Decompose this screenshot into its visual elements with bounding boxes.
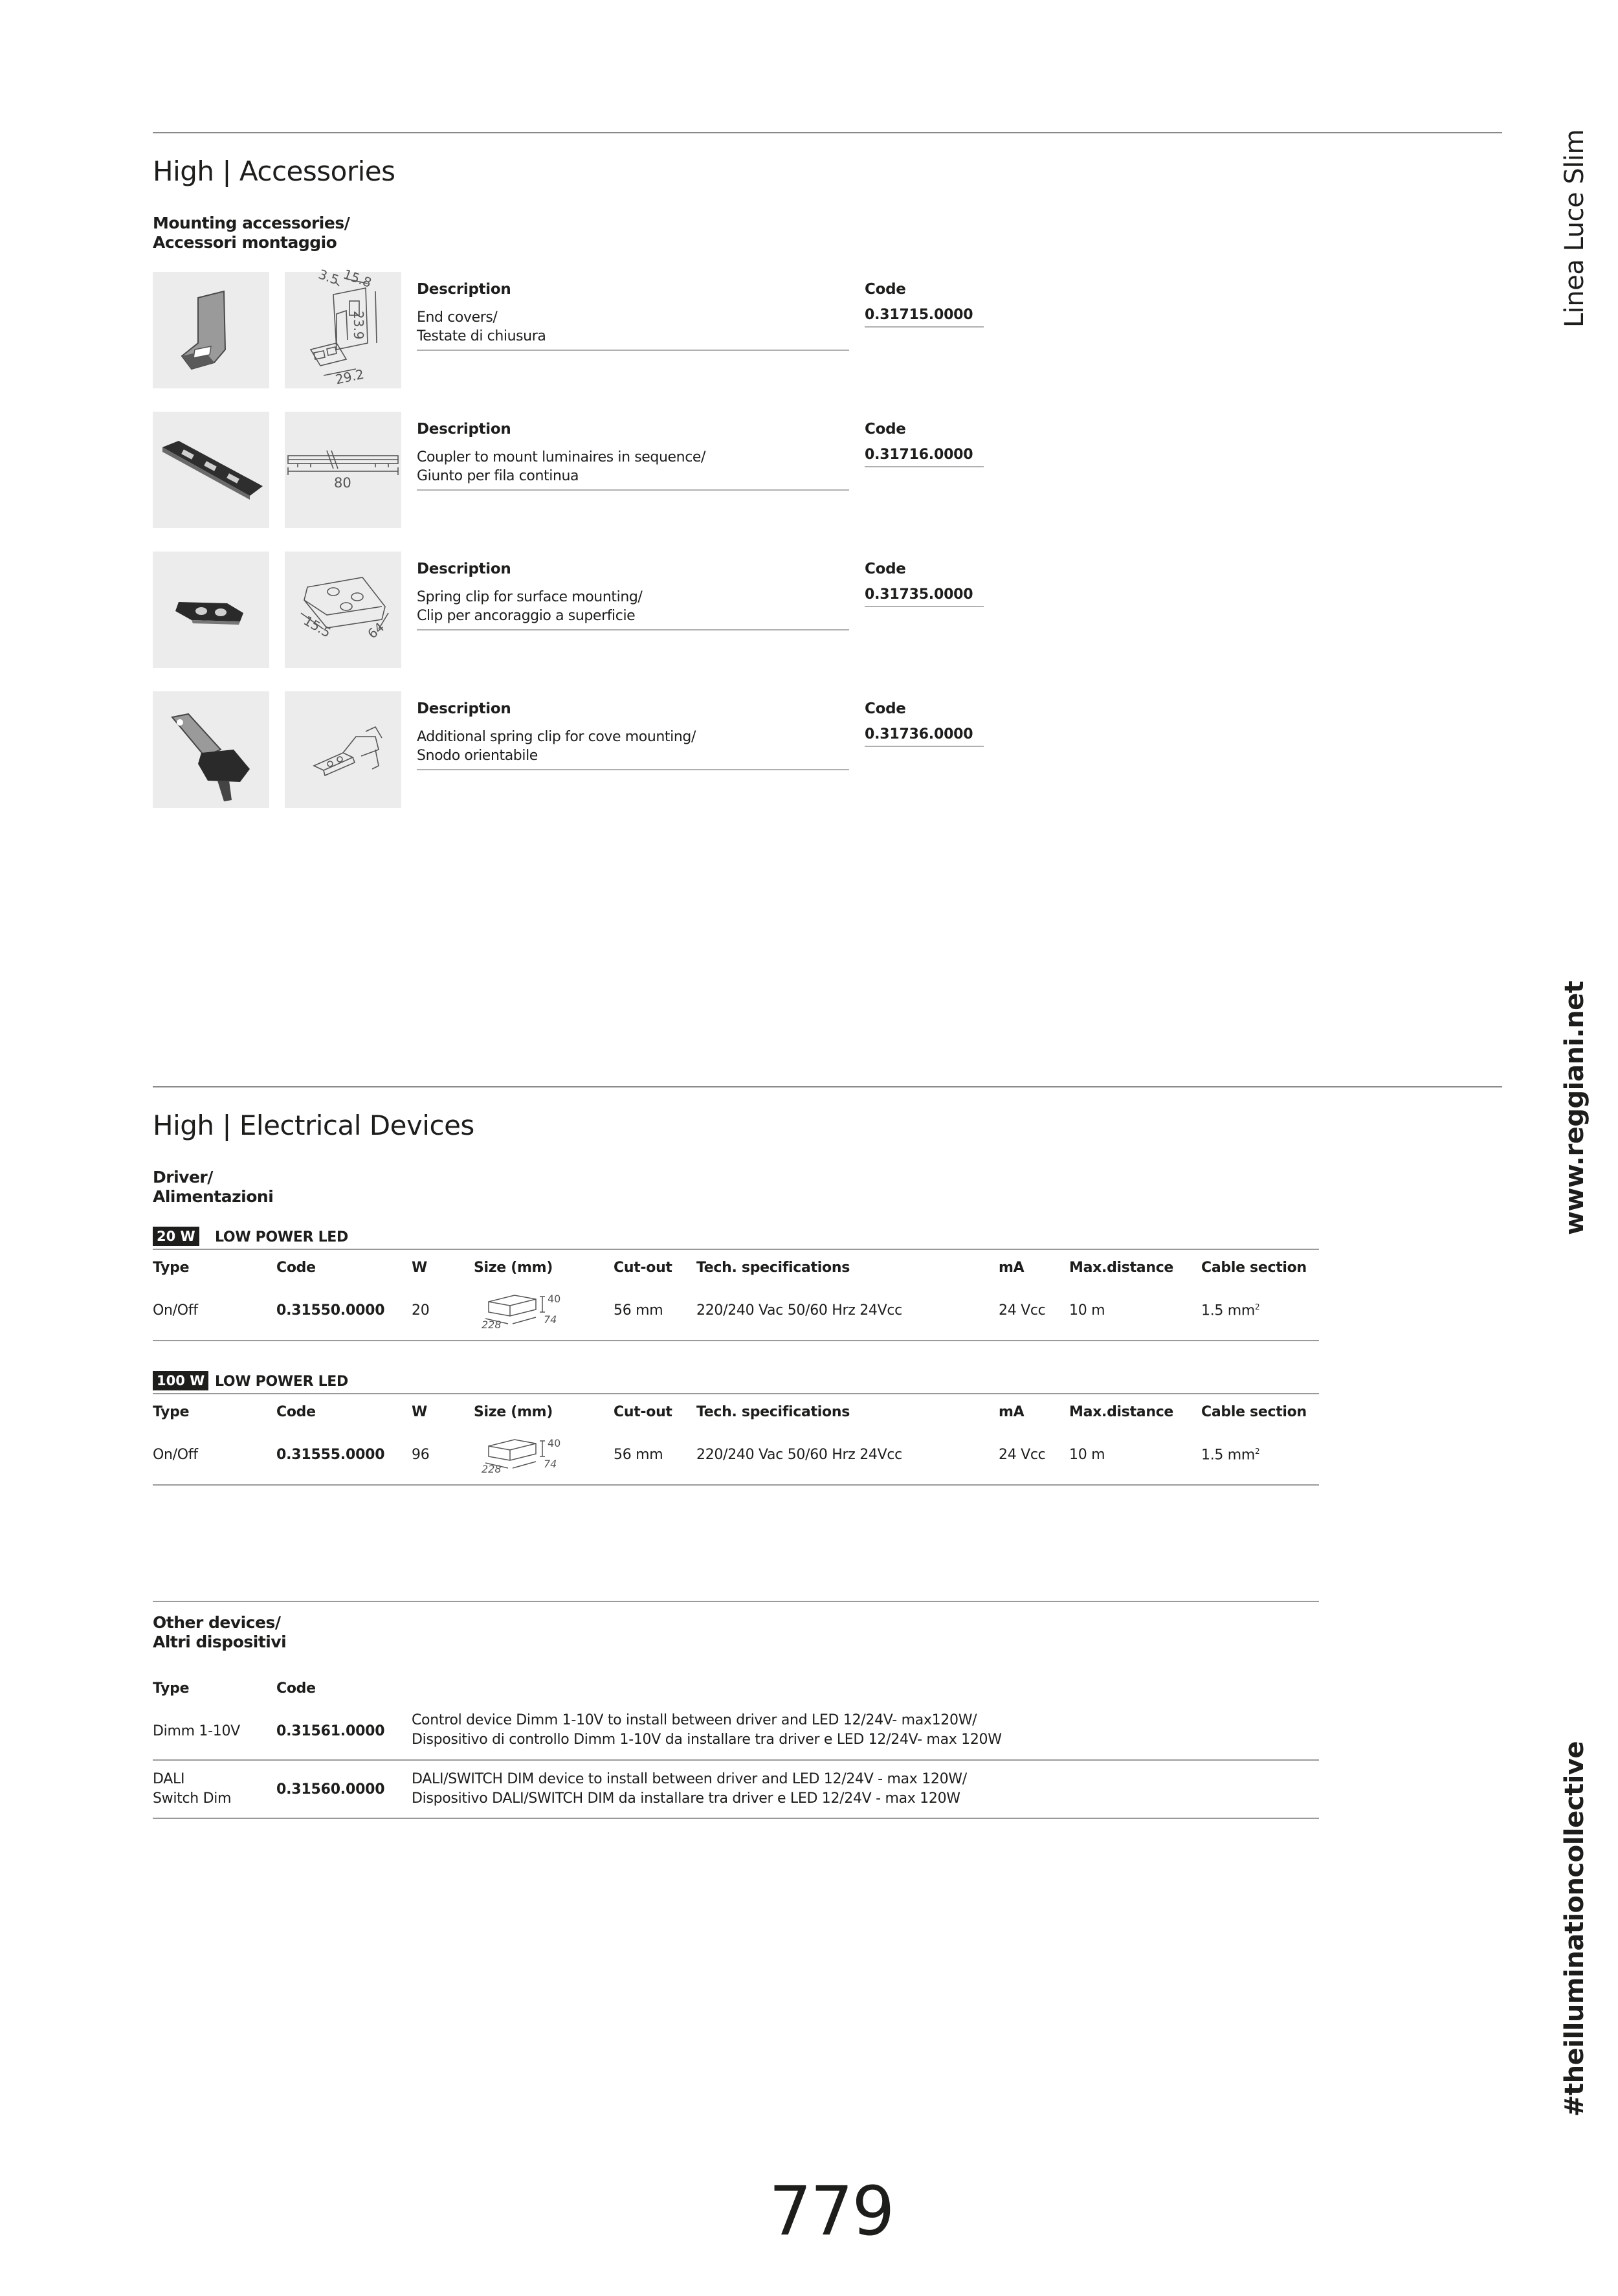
item3-description-line2: Clip per ancoraggio a superficie (417, 608, 636, 624)
item4-code-rule (865, 746, 984, 747)
item4-code-label: Code (865, 700, 906, 717)
driver1-cutout: 56 mm (614, 1302, 663, 1319)
driver1-header-code: Code (276, 1260, 316, 1276)
spring-clip-drawing (285, 552, 401, 668)
item2-code-rule (865, 466, 984, 467)
driver1-maxdist: 10 m (1069, 1302, 1105, 1319)
other-header-code: Code (276, 1680, 316, 1697)
driver1-dim-len: 228 (482, 1319, 502, 1331)
spring-clip-dim-b: 64 (364, 619, 388, 642)
driver1-ma: 24 Vcc (999, 1302, 1046, 1319)
driver2-cutout: 56 mm (614, 1447, 663, 1463)
item2-description-rule (417, 489, 849, 491)
electrical-title: High | Electrical Devices (153, 1109, 474, 1141)
accessories-subtitle (153, 214, 349, 252)
item2-code-label: Code (865, 421, 906, 438)
driver2-power-badge: 100 W (153, 1371, 208, 1390)
item4-description-rule (417, 769, 849, 770)
item3-code: 0.31735.0000 (865, 586, 973, 603)
driver1-header-type: Type (153, 1260, 190, 1276)
driver2-tech: 220/240 Vac 50/60 Hrz 24Vcc (696, 1447, 902, 1463)
driver2-header-tech: Tech. specifications (696, 1404, 850, 1420)
driver1-tech: 220/240 Vac 50/60 Hrz 24Vcc (696, 1302, 902, 1319)
other-row2-type-line2: Switch Dim (153, 1790, 232, 1807)
cove-clip-drawing (285, 691, 401, 808)
electrical-subtitle-line1: Driver/ (153, 1168, 213, 1187)
driver1-type: On/Off (153, 1302, 198, 1319)
item1-description-rule (417, 350, 849, 351)
driver1-header-rule (153, 1249, 1319, 1250)
driver2-cable-sup: 2 (1255, 1447, 1260, 1456)
driver2-category: LOW POWER LED (215, 1374, 348, 1390)
end-cover-dim-c: 23.9 (351, 311, 366, 340)
item2-description-line2: Giunto per fila continua (417, 468, 579, 484)
item2-description-line1: Coupler to mount luminaires in sequence/ (417, 449, 706, 465)
item1-code-label: Code (865, 281, 906, 298)
other-header-type: Type (153, 1680, 190, 1697)
item3-description-rule (417, 629, 849, 630)
driver1-header-cutout: Cut-out (614, 1260, 672, 1276)
driver1-size-diagram (479, 1290, 576, 1335)
other-top-rule (153, 1601, 1319, 1602)
accessories-title: High | Accessories (153, 155, 395, 187)
other-subtitle-line2: Altri dispositivi (153, 1633, 287, 1651)
electrical-rule (153, 1086, 1502, 1087)
other-row1-type: Dimm 1-10V (153, 1723, 240, 1739)
coupler-drawing (285, 412, 401, 528)
page-number: 779 (769, 2172, 894, 2251)
driver2-maxdist: 10 m (1069, 1447, 1105, 1463)
item2-code: 0.31716.0000 (865, 447, 973, 463)
item4-description-line2: Snodo orientabile (417, 748, 538, 764)
coupler-dim: 80 (334, 475, 351, 491)
driver2-header-cutout: Cut-out (614, 1404, 672, 1420)
driver2-header-code: Code (276, 1404, 316, 1420)
driver1-bottom-rule (153, 1340, 1319, 1341)
driver1-dim-h: 40 (548, 1293, 561, 1305)
top-rule (153, 132, 1502, 133)
driver1-header-cable: Cable section (1201, 1260, 1307, 1276)
driver2-code: 0.31555.0000 (276, 1447, 385, 1463)
driver2-header-maxdist: Max.distance (1069, 1404, 1174, 1420)
sidebar-website[interactable]: www.reggiani.net (1560, 981, 1590, 1235)
driver2-bottom-rule (153, 1484, 1319, 1486)
item4-code: 0.31736.0000 (865, 726, 973, 742)
other-row2-desc-line1: DALI/SWITCH DIM device to install between driver and LED 12/24V - max 120W/ (412, 1771, 967, 1787)
other-subtitle-line1: Other devices/ (153, 1613, 281, 1632)
other-row2-code: 0.31560.0000 (276, 1781, 385, 1798)
driver1-cable-sup: 2 (1255, 1302, 1260, 1311)
end-cover-photo (153, 272, 269, 388)
driver2-header-size: Size (mm) (474, 1404, 553, 1420)
coupler-photo (153, 412, 269, 528)
other-row1-rule (153, 1759, 1319, 1761)
electrical-subtitle (153, 1168, 273, 1207)
driver2-header-type: Type (153, 1404, 190, 1420)
spring-clip-photo (153, 552, 269, 668)
driver1-header-maxdist: Max.distance (1069, 1260, 1174, 1276)
driver1-cable (1201, 1302, 1259, 1319)
driver1-header-size: Size (mm) (474, 1260, 553, 1276)
item3-code-rule (865, 606, 984, 607)
driver2-dim-w: 74 (544, 1458, 557, 1470)
driver1-power-badge: 20 W (153, 1227, 199, 1246)
spring-clip-dim-a: 15.5 (300, 612, 334, 641)
driver2-header-cable: Cable section (1201, 1404, 1307, 1420)
driver1-w: 20 (412, 1302, 430, 1319)
item4-description-label: Description (417, 700, 511, 717)
other-row1-desc-line2: Dispositivo di controllo Dimm 1-10V da installare tra driver e LED 12/24V- max 120W (412, 1732, 1002, 1748)
other-row2-type-line1: DALI (153, 1771, 185, 1787)
end-cover-dim-a: 3.5 (316, 266, 341, 288)
driver1-category: LOW POWER LED (215, 1229, 348, 1245)
driver1-header-tech: Tech. specifications (696, 1260, 850, 1276)
driver1-cable-value: 1.5 mm (1201, 1302, 1256, 1319)
driver2-dim-h: 40 (548, 1437, 561, 1449)
driver2-w: 96 (412, 1447, 430, 1463)
item3-description-label: Description (417, 561, 511, 577)
electrical-subtitle-line2: Alimentazioni (153, 1187, 274, 1206)
driver2-type: On/Off (153, 1447, 198, 1463)
driver1-dim-w: 74 (544, 1313, 557, 1326)
other-row1-desc-line1: Control device Dimm 1-10V to install between driver and LED 12/24V- max120W/ (412, 1712, 977, 1728)
other-row2-rule (153, 1818, 1319, 1819)
driver1-code: 0.31550.0000 (276, 1302, 385, 1319)
sidebar-product-name: Linea Luce Slim (1560, 129, 1590, 328)
item3-code-label: Code (865, 561, 906, 577)
driver1-header-w: W (412, 1260, 427, 1276)
end-cover-drawing (285, 266, 401, 388)
end-cover-dim-d: 29.2 (333, 366, 366, 388)
driver2-header-w: W (412, 1404, 427, 1420)
driver2-header-ma: mA (999, 1404, 1025, 1420)
end-cover-dim-b: 15.8 (341, 266, 374, 291)
item1-description-line2: Testate di chiusura (417, 328, 546, 344)
driver2-ma: 24 Vcc (999, 1447, 1046, 1463)
other-row1-code: 0.31561.0000 (276, 1723, 385, 1739)
sidebar-hashtag: #theilluminationcollective (1560, 1741, 1590, 2117)
item1-description-label: Description (417, 281, 511, 298)
driver2-cable-value: 1.5 mm (1201, 1447, 1256, 1464)
driver1-header-ma: mA (999, 1260, 1025, 1276)
other-row2-desc-line2: Dispositivo DALI/SWITCH DIM da installare tra driver e LED 12/24V - max 120W (412, 1790, 960, 1807)
item1-description-line1: End covers/ (417, 309, 498, 326)
cove-clip-photo (153, 691, 269, 808)
item3-description-line1: Spring clip for surface mounting/ (417, 589, 643, 605)
driver2-size-diagram (479, 1434, 576, 1480)
driver2-dim-len: 228 (482, 1463, 502, 1475)
item1-code-rule (865, 326, 984, 328)
other-subtitle (153, 1613, 286, 1652)
driver2-header-rule (153, 1393, 1319, 1394)
item1-code: 0.31715.0000 (865, 307, 973, 323)
accessories-subtitle-line1: Mounting accessories/ (153, 214, 350, 232)
item4-description-line1: Additional spring clip for cove mounting/ (417, 729, 696, 745)
accessories-subtitle-line2: Accessori montaggio (153, 233, 337, 252)
item2-description-label: Description (417, 421, 511, 438)
driver2-cable (1201, 1447, 1259, 1463)
